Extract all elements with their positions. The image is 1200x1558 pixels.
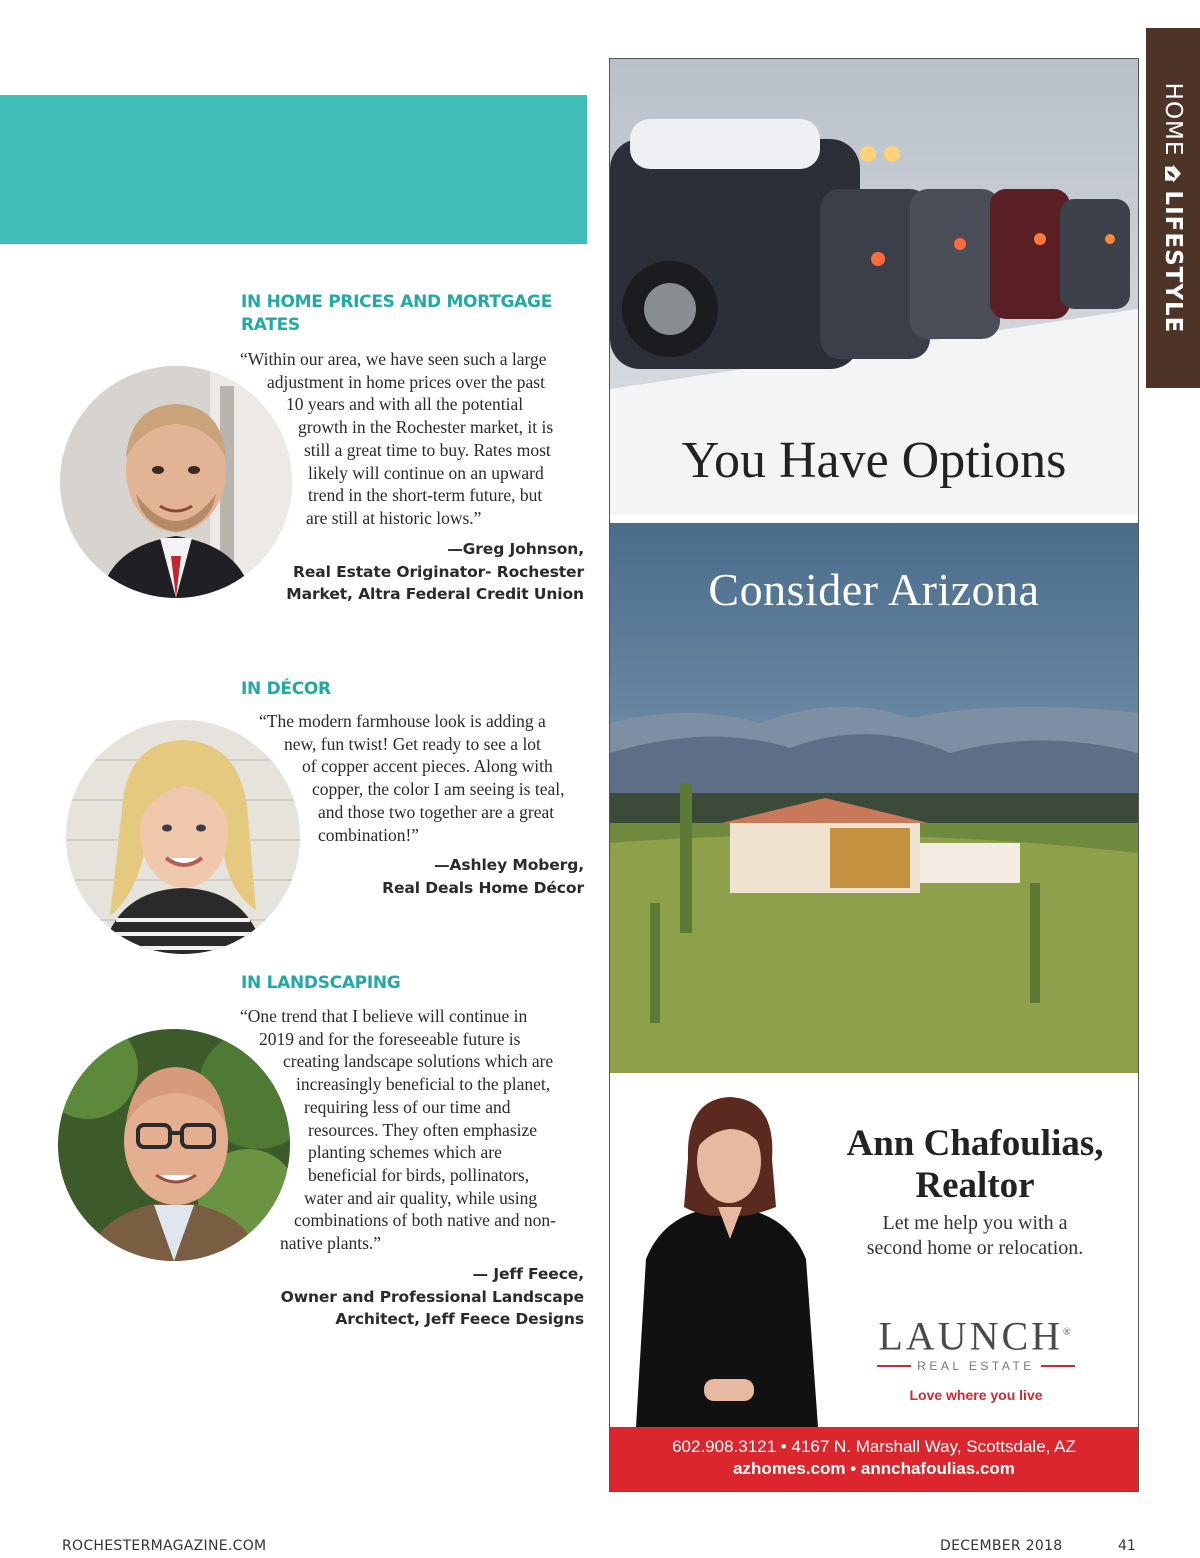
quote-line: trend in the short-term future, but [308, 485, 543, 506]
registered-mark: ® [1063, 1327, 1074, 1338]
quote-line: resources. They often emphasize [308, 1119, 538, 1140]
attribution-line: — Jeff Feece, [472, 1265, 584, 1283]
ad-headline-you-have-options: You Have Options [681, 432, 1067, 489]
page-number: 41 [1118, 1538, 1136, 1554]
quote-line: growth in the Rochester market, it is [298, 417, 554, 438]
section-heading-home-prices: IN HOME PRICES AND MORTGAGE RATES [241, 292, 553, 335]
ad-headline-consider-arizona: Consider Arizona [708, 564, 1040, 615]
section-heading-decor: IN DÉCOR [241, 679, 331, 699]
attribution-line: —Ashley Moberg, [434, 856, 584, 874]
attribution-line: Real Estate Originator- Rochester [293, 562, 584, 581]
teal-header-bar [0, 95, 587, 244]
realtor-tagline [830, 1211, 1120, 1261]
quote-line: 2019 and for the foreseeable future is [259, 1028, 521, 1049]
quote-line: and those two together are a great [318, 801, 555, 822]
realtor-name-line: Ann Chafoulias, [846, 1123, 1104, 1164]
quote-line: requiring less of our time and [304, 1096, 511, 1117]
realtor-advertisement [609, 58, 1139, 1492]
quote-line: increasingly beneficial to the planet, [296, 1074, 551, 1095]
quote-line: creating landscape solutions which are [283, 1051, 554, 1072]
section-heading-landscaping: IN LANDSCAPING [241, 973, 401, 993]
quote-home-prices [240, 348, 553, 530]
quote-line: adjustment in home prices over the past [267, 371, 545, 392]
launch-real-estate-logo [866, 1312, 1086, 1403]
quote-line: 10 years and with all the potential [286, 394, 524, 415]
realtor-tagline-line: Let me help you with a [882, 1212, 1068, 1234]
quote-line: “The modern farmhouse look is adding a [259, 711, 546, 731]
attribution-line: Owner and Professional Landscape [280, 1287, 584, 1306]
quote-line: combinations of both native and non- [294, 1210, 556, 1231]
house-leaf-icon [1162, 162, 1184, 184]
side-tab-label [1160, 83, 1186, 334]
logo-tagline: Love where you live [909, 1387, 1043, 1404]
quote-decor [240, 710, 564, 846]
website-line: azhomes.com • annchafoulias.com [733, 1459, 1015, 1478]
section-side-tab [1146, 28, 1200, 388]
realtor-portrait [626, 1089, 826, 1427]
side-tab-home: HOME [1160, 82, 1186, 157]
quote-line: likely will continue on an upward [308, 462, 544, 483]
attribution-jeff-feece [281, 1263, 584, 1331]
quote-line: native plants.” [280, 1233, 382, 1254]
quote-line: planting schemes which are [308, 1142, 502, 1163]
quote-landscaping [240, 1005, 556, 1255]
contact-line: 602.908.3121 • 4167 N. Marshall Way, Scottsdale, AZ [672, 1437, 1076, 1456]
realtor-tagline-line: second home or relocation. [866, 1237, 1084, 1259]
quote-line: beneficial for birds, pollinators, [308, 1164, 530, 1185]
quote-line: still a great time to buy. Rates most [304, 439, 551, 460]
logo-subtitle: REAL ESTATE [917, 1359, 1035, 1374]
quote-line: are still at historic lows.” [306, 507, 482, 528]
logo-rule-left [877, 1365, 911, 1367]
quote-line: copper, the color I am seeing is teal, [312, 779, 565, 800]
attribution-line: Architect, Jeff Feece Designs [335, 1310, 584, 1328]
realtor-name [830, 1123, 1120, 1207]
quote-line: of copper accent pieces. Along with [302, 756, 553, 777]
quote-line: new, fun twist! Get ready to see a lot [284, 733, 541, 754]
realtor-title-line: Realtor [915, 1165, 1035, 1206]
attribution-line: Market, Altra Federal Credit Union [286, 585, 584, 603]
logo-word: LAUNCH [878, 1313, 1064, 1359]
quote-line: combination!” [318, 824, 420, 845]
quote-line: water and air quality, while using [304, 1187, 538, 1208]
quote-line: “Within our area, we have seen such a large [240, 349, 547, 369]
ad-contact-bar [610, 1427, 1138, 1491]
quote-line: “One trend that I believe will continue in [240, 1006, 528, 1026]
attribution-ashley-moberg [382, 854, 584, 899]
side-tab-lifestyle: LIFESTYLE [1160, 190, 1186, 334]
footer-website: ROCHESTERMAGAZINE.COM [62, 1538, 267, 1554]
attribution-line: Real Deals Home Décor [382, 878, 584, 897]
logo-rule-right [1041, 1365, 1075, 1367]
attribution-line: —Greg Johnson, [447, 540, 584, 558]
footer-issue-date: DECEMBER 2018 [940, 1538, 1063, 1554]
attribution-greg-johnson [286, 538, 584, 606]
